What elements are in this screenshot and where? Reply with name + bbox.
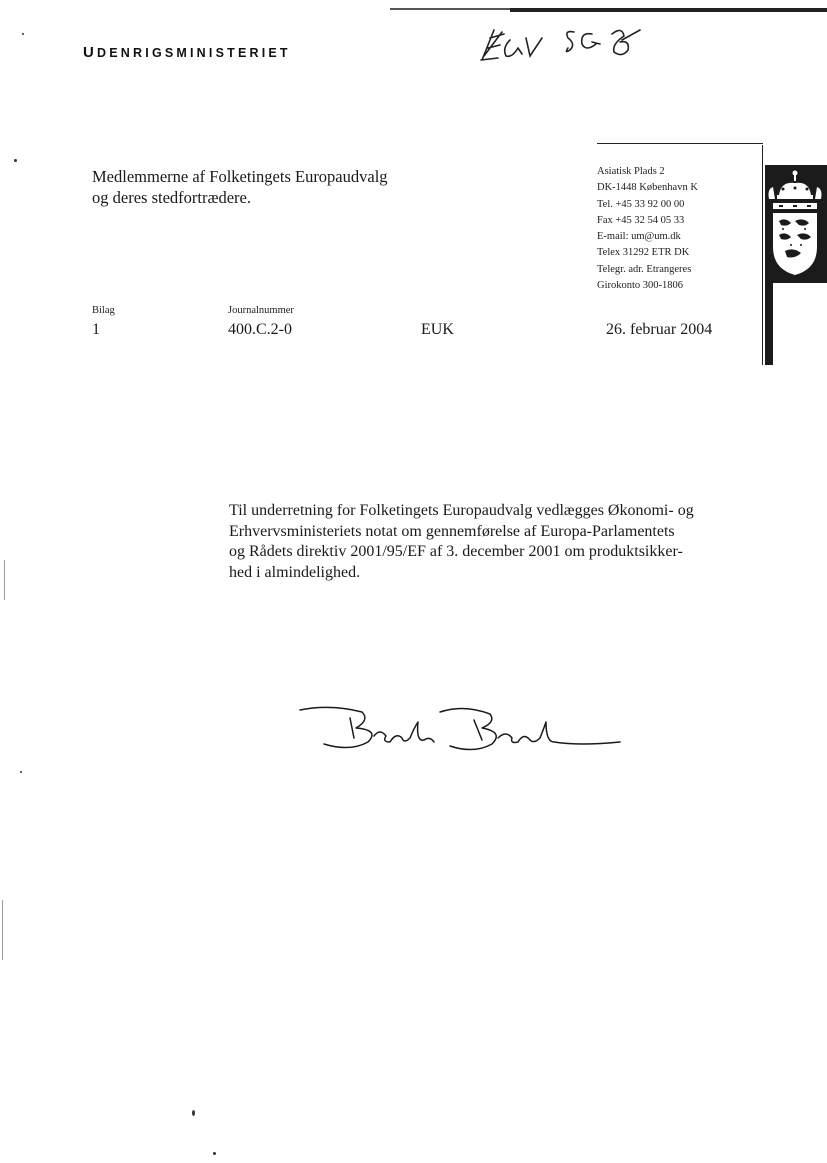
address-line: Telegr. adr. Etrangeres <box>597 263 692 275</box>
address-line: Tel. +45 33 92 00 00 <box>597 198 685 210</box>
scan-speck <box>20 771 22 773</box>
address-line: Asiatisk Plads 2 <box>597 166 665 177</box>
journal-number-value: 400.C.2-0 <box>228 321 292 338</box>
body-line: og Rådets direktiv 2001/95/EF af 3. december 2001 om produktsikker- <box>229 543 683 560</box>
address-line: E-mail: um@um.dk <box>597 231 681 243</box>
sender-address <box>597 164 698 294</box>
address-line: Fax +45 32 54 05 33 <box>597 214 685 226</box>
handwritten-signature <box>290 698 630 773</box>
body-line: Erhvervsministeriets notat om gennemførelse af Europa-Parlamentets <box>229 522 675 540</box>
address-line: Girokonto 300-1806 <box>597 280 684 292</box>
ministry-name <box>83 44 291 61</box>
recipient-block <box>92 166 388 208</box>
recipient-line-1: Medlemmerne af Folketingets Europaudvalg <box>92 167 388 186</box>
recipient-line-2: og deres stedfortrædere. <box>92 188 251 207</box>
handwritten-reference <box>472 18 662 73</box>
address-top-rule <box>597 143 763 144</box>
scan-speck <box>2 900 3 960</box>
address-side-rule <box>762 145 763 365</box>
scan-speck <box>192 1110 195 1116</box>
scan-top-edge <box>390 0 827 5</box>
address-line: DK-1448 København K <box>597 182 698 194</box>
ministry-rest: DENRIGSMINISTERIET <box>97 46 291 60</box>
scan-speck <box>14 159 17 162</box>
body-line: Til underretning for Folketingets Europaudvalg vedlægges Økonomi- og <box>229 502 694 519</box>
address-line: Telex 31292 ETR DK <box>597 247 690 259</box>
office-code: EUK <box>421 321 454 338</box>
scan-speck <box>4 560 5 600</box>
letter-date: 26. februar 2004 <box>606 321 713 338</box>
royal-coat-of-arms-icon <box>765 165 827 370</box>
bilag-value: 1 <box>92 321 100 338</box>
scan-speck <box>22 33 24 35</box>
body-line: hed i almindelighed. <box>229 563 361 581</box>
ministry-initial: U <box>83 44 98 61</box>
bilag-label: Bilag <box>92 305 115 316</box>
journal-number-label: Journalnummer <box>228 305 294 316</box>
scan-speck <box>213 1152 216 1155</box>
letter-body <box>229 501 739 583</box>
